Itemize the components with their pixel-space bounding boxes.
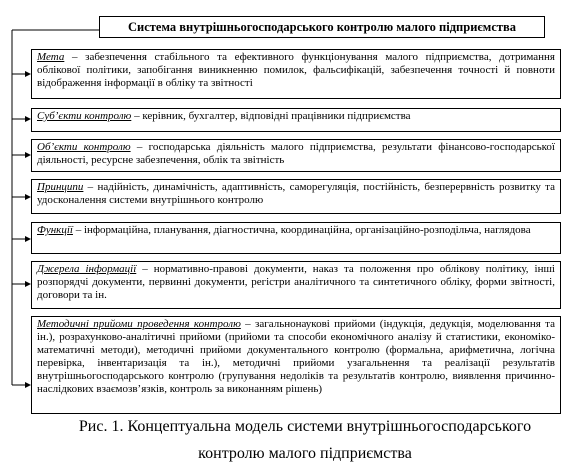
box-principles [31, 179, 561, 214]
text-principles: – надійність, динамічність, адаптивність, саморегуляція, постійність, безперервність розвитку та удосконалення системи внутрішнього контролю [37, 181, 555, 206]
term-sources: Джерела інформації [37, 263, 137, 275]
term-functions: Функції [37, 224, 73, 236]
box-objects [31, 139, 561, 172]
box-functions [31, 222, 561, 254]
term-methods: Методичні прийоми проведення контролю [37, 318, 241, 330]
term-subjects: Суб’єкти контролю [37, 110, 132, 122]
text-methods: – загальнонаукові прийоми (індукція, дедукція, моделювання та ін.), розрахунково-аналітичні прийоми (прийоми та способи економічного аналізу й статистики, економіко-математичні методи), методичні прийоми документального контролю (формальна, арифметична, логічна перевірка, інвентаризація та ін.), методичні прийоми узагальнення та реалізації результатів внутрішньогосподарського контролю (групування недоліків та результатів контролю, виявлення причинно-наслідкових взаємозв’язків, контроль за виконанням рішень) [37, 318, 555, 395]
box-subjects [31, 108, 561, 132]
figure-caption-line1: Рис. 1. Концептуальна модель системи внутрішньогосподарського [78, 418, 532, 435]
term-purpose: Мета [37, 51, 65, 63]
box-purpose [31, 49, 561, 99]
box-methods [31, 316, 561, 414]
box-sources [31, 261, 561, 309]
text-sources: – нормативно-правові документи, наказ та положення про облікову політику, інші розпорядчі документи, первинні документи, регістри аналітичного та синтетичного обліку, форми звітності, договори та ін. [37, 263, 555, 301]
text-subjects: – керівник, бухгалтер, відповідні працівники підприємства [131, 110, 411, 122]
term-principles: Принципи [37, 181, 84, 193]
text-objects: – господарська діяльність малого підприємства, результати фінансово-господарської діяльності, ресурсне забезпечення, облік та звітність [37, 141, 555, 166]
diagram-title: Система внутрішньогосподарського контролю малого підприємства [99, 16, 545, 38]
figure-caption-line2: контролю малого підприємства [198, 445, 412, 462]
text-functions: – інформаційна, планування, діагностична, координаційна, організаційно-розподільча, наглядова [72, 224, 531, 236]
text-purpose: – забезпечення стабільного та ефективного функціонування малого підприємства, дотримання облікової політики, запобігання виникненню помилок, фальсифікацій, забезпечення точності й повноти відображення інформації в обліку та звітності [37, 51, 555, 89]
term-objects: Об’єкти контролю [37, 141, 131, 153]
